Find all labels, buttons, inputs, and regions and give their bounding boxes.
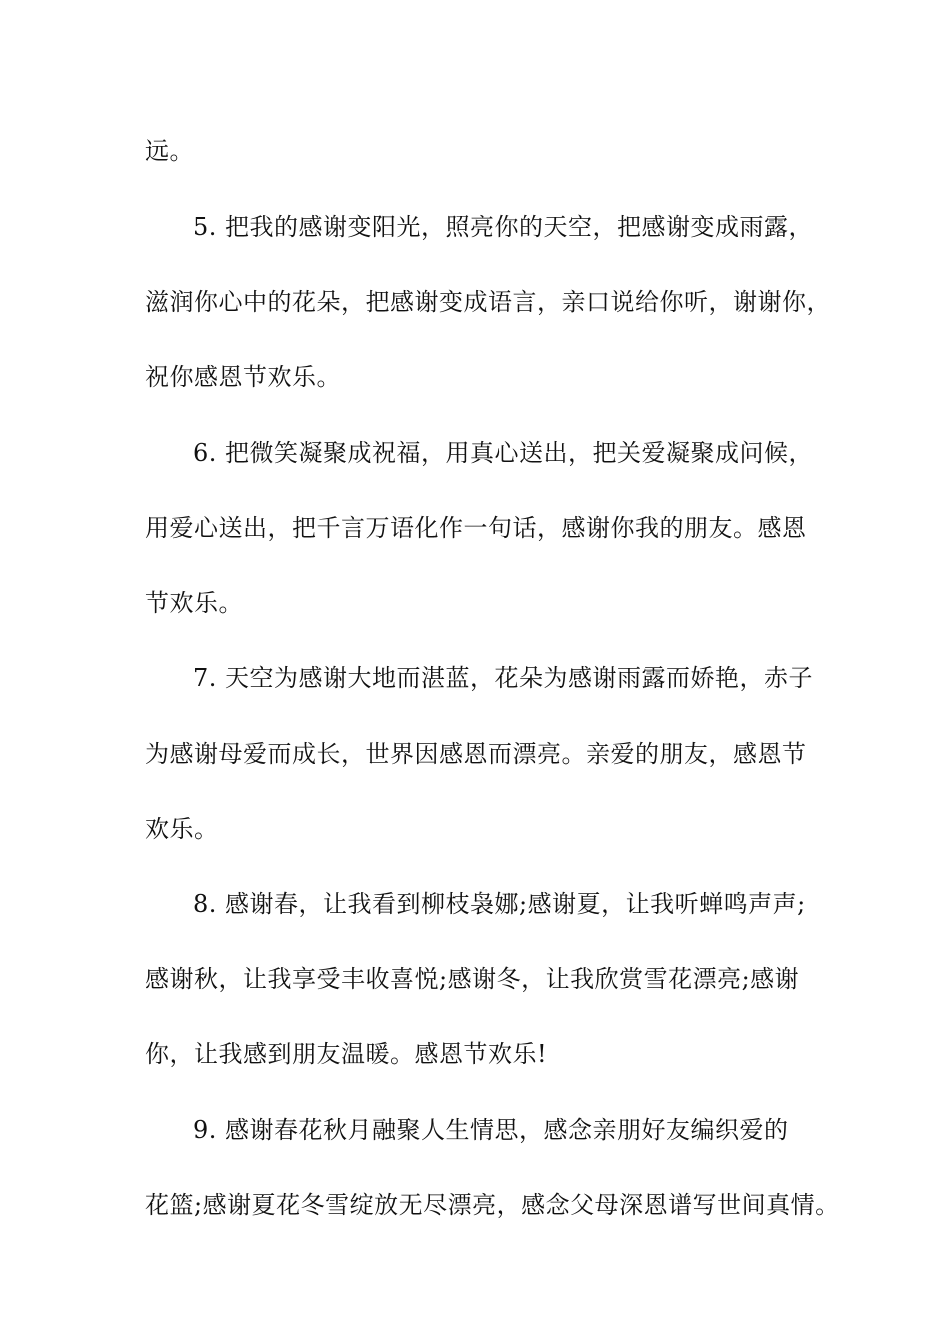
text-line: 欢乐。	[145, 815, 219, 843]
text-line: 远。	[145, 137, 194, 165]
text-line-item-7: 7. 天空为感谢大地而湛蓝，花朵为感谢雨露而娇艳，赤子	[193, 664, 814, 692]
text-line: 感谢秋，让我享受丰收喜悦;感谢冬，让我欣赏雪花漂亮;感谢	[145, 965, 800, 993]
text-line: 滋润你心中的花朵，把感谢变成语言，亲口说给你听，谢谢你，	[145, 288, 831, 316]
text-line: 你，让我感到朋友温暖。感恩节欢乐!	[145, 1040, 548, 1068]
text-line: 为感谢母爱而成长，世界因感恩而漂亮。亲爱的朋友，感恩节	[145, 740, 807, 768]
text-line-item-5: 5. 把我的感谢变阳光，照亮你的天空，把感谢变成雨露，	[193, 213, 814, 241]
text-line: 用爱心送出，把千言万语化作一句话，感谢你我的朋友。感恩	[145, 514, 807, 542]
text-line-item-9: 9. 感谢春花秋月融聚人生情思，感念亲朋好友编织爱的	[193, 1116, 789, 1144]
text-line: 节欢乐。	[145, 589, 243, 617]
text-line-item-6: 6. 把微笑凝聚成祝福，用真心送出，把关爱凝聚成问候，	[193, 439, 814, 467]
text-line-item-8: 8. 感谢春，让我看到柳枝袅娜;感谢夏，让我听蝉鸣声声;	[193, 890, 806, 918]
text-line: 花篮;感谢夏花冬雪绽放无尽漂亮，感念父母深恩谱写世间真情。	[145, 1191, 840, 1219]
text-line: 祝你感恩节欢乐。	[145, 363, 341, 391]
